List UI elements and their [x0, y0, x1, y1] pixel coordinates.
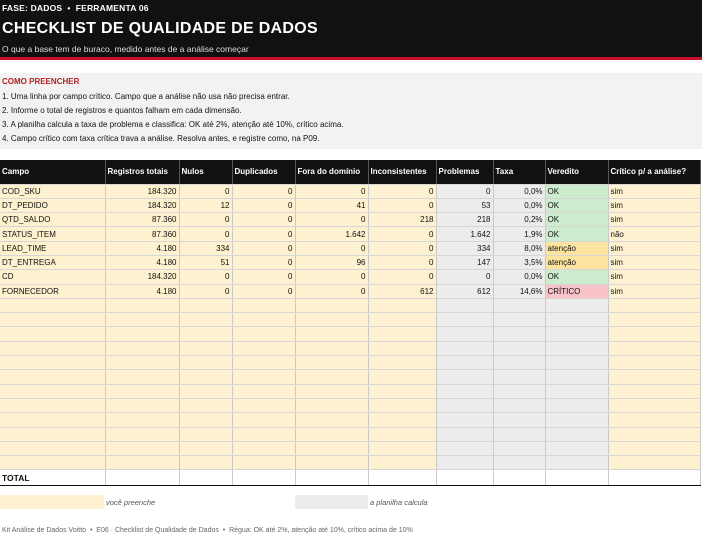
cell-critico[interactable]	[608, 398, 700, 412]
cell-fora[interactable]	[295, 341, 368, 355]
cell-total[interactable]	[105, 441, 179, 455]
cell-incons[interactable]: 0	[368, 198, 436, 212]
cell-dup[interactable]: 0	[232, 227, 295, 241]
cell-nulos[interactable]	[179, 384, 232, 398]
cell-fora[interactable]	[295, 384, 368, 398]
cell-nulos[interactable]: 12	[179, 198, 232, 212]
cell-dup[interactable]	[232, 341, 295, 355]
page-header	[0, 0, 702, 57]
cell-veredito[interactable]	[545, 298, 608, 312]
cell-veredito[interactable]	[545, 370, 608, 384]
cell-veredito[interactable]	[545, 441, 608, 455]
total-cell	[436, 470, 493, 486]
instruction-line: 3. A planilha calcula a taxa de problema e classifica: OK até 2%, atenção até 10%, crítico acima.	[2, 120, 344, 129]
cell-problemas	[436, 441, 493, 455]
cell-fora[interactable]: 41	[295, 198, 368, 212]
cell-incons[interactable]	[368, 456, 436, 470]
cell-problemas	[436, 413, 493, 427]
cell-nulos[interactable]	[179, 413, 232, 427]
cell-nulos[interactable]: 0	[179, 284, 232, 298]
total-cell	[608, 470, 700, 486]
column-header[interactable]: Fora do domínio	[295, 160, 368, 184]
cell-fora[interactable]: 0	[295, 184, 368, 198]
cell-campo[interactable]: DT_PEDIDO	[0, 198, 105, 212]
instruction-line: 4. Campo crítico com taxa crítica trava a análise. Resolva antes, e registre como, na P09.	[2, 134, 320, 143]
column-header[interactable]: Campo	[0, 160, 105, 184]
cell-problemas: 218	[436, 213, 493, 227]
cell-incons[interactable]	[368, 384, 436, 398]
cell-veredito[interactable]: OK	[545, 198, 608, 212]
cell-veredito[interactable]	[545, 313, 608, 327]
cell-fora[interactable]	[295, 370, 368, 384]
instruction-line: 1. Uma linha por campo crítico. Campo que a análise não usa não precisa entrar.	[2, 92, 290, 101]
cell-problemas: 0	[436, 184, 493, 198]
cell-problemas: 147	[436, 255, 493, 269]
table-row	[0, 255, 700, 269]
cell-dup[interactable]: 0	[232, 198, 295, 212]
cell-dup[interactable]	[232, 327, 295, 341]
cell-critico[interactable]: sim	[608, 270, 700, 284]
total-label: TOTAL	[0, 470, 105, 486]
total-cell	[368, 470, 436, 486]
cell-critico[interactable]: sim	[608, 241, 700, 255]
column-header[interactable]: Duplicados	[232, 160, 295, 184]
cell-total[interactable]: 4.180	[105, 284, 179, 298]
cell-incons[interactable]	[368, 356, 436, 370]
cell-incons[interactable]	[368, 298, 436, 312]
cell-campo[interactable]	[0, 341, 105, 355]
cell-dup[interactable]	[232, 456, 295, 470]
table-row	[0, 270, 700, 284]
cell-nulos[interactable]	[179, 313, 232, 327]
cell-campo[interactable]	[0, 441, 105, 455]
cell-critico[interactable]: sim	[608, 284, 700, 298]
cell-campo[interactable]: FORNECEDOR	[0, 284, 105, 298]
cell-campo[interactable]	[0, 427, 105, 441]
cell-dup[interactable]	[232, 427, 295, 441]
column-header[interactable]: Problemas	[436, 160, 493, 184]
cell-incons[interactable]: 0	[368, 227, 436, 241]
cell-veredito[interactable]: OK	[545, 270, 608, 284]
cell-total[interactable]: 87.360	[105, 213, 179, 227]
cell-dup[interactable]	[232, 441, 295, 455]
cell-veredito[interactable]	[545, 356, 608, 370]
cell-problemas: 53	[436, 198, 493, 212]
cell-problemas	[436, 398, 493, 412]
cell-incons[interactable]	[368, 441, 436, 455]
legend-calc-label: a planilha calcula	[370, 498, 428, 507]
cell-nulos[interactable]: 0	[179, 270, 232, 284]
cell-total[interactable]: 87.360	[105, 227, 179, 241]
cell-total[interactable]: 4.180	[105, 241, 179, 255]
cell-incons[interactable]	[368, 327, 436, 341]
cell-fora[interactable]	[295, 413, 368, 427]
cell-veredito[interactable]	[545, 427, 608, 441]
cell-total[interactable]	[105, 370, 179, 384]
cell-problemas	[436, 384, 493, 398]
instruction-line: 2. Informe o total de registros e quantos falham em cada dimensão.	[2, 106, 242, 115]
cell-critico[interactable]	[608, 413, 700, 427]
cell-taxa: 8,0%	[493, 241, 545, 255]
cell-fora[interactable]	[295, 456, 368, 470]
cell-incons[interactable]: 612	[368, 284, 436, 298]
cell-taxa	[493, 313, 545, 327]
cell-problemas: 0	[436, 270, 493, 284]
total-cell	[232, 470, 295, 486]
cell-dup[interactable]: 0	[232, 184, 295, 198]
cell-nulos[interactable]: 51	[179, 255, 232, 269]
cell-dup[interactable]	[232, 384, 295, 398]
cell-campo[interactable]	[0, 384, 105, 398]
cell-campo[interactable]: DT_ENTREGA	[0, 255, 105, 269]
total-cell	[105, 470, 179, 486]
column-header[interactable]: Crítico p/ a análise?	[608, 160, 700, 184]
total-cell	[179, 470, 232, 486]
cell-problemas	[436, 327, 493, 341]
table-row	[0, 241, 700, 255]
cell-nulos[interactable]: 0	[179, 184, 232, 198]
cell-taxa	[493, 327, 545, 341]
cell-fora[interactable]: 0	[295, 213, 368, 227]
cell-taxa: 3,5%	[493, 255, 545, 269]
cell-veredito[interactable]: OK	[545, 213, 608, 227]
cell-critico[interactable]	[608, 327, 700, 341]
cell-veredito[interactable]: OK	[545, 227, 608, 241]
cell-taxa	[493, 341, 545, 355]
cell-taxa	[493, 456, 545, 470]
cell-taxa	[493, 398, 545, 412]
cell-dup[interactable]: 0	[232, 284, 295, 298]
cell-fora[interactable]: 96	[295, 255, 368, 269]
cell-critico[interactable]	[608, 298, 700, 312]
cell-critico[interactable]: sim	[608, 213, 700, 227]
cell-critico[interactable]: não	[608, 227, 700, 241]
cell-fora[interactable]	[295, 427, 368, 441]
column-header[interactable]: Nulos	[179, 160, 232, 184]
table-row	[0, 313, 700, 327]
cell-critico[interactable]	[608, 370, 700, 384]
cell-total[interactable]: 4.180	[105, 255, 179, 269]
cell-problemas	[436, 313, 493, 327]
cell-critico[interactable]: sim	[608, 184, 700, 198]
cell-incons[interactable]	[368, 370, 436, 384]
legend-fill-label: você preenche	[106, 498, 156, 507]
legend-fill-swatch	[0, 495, 104, 509]
table-row	[0, 284, 700, 298]
cell-dup[interactable]: 0	[232, 255, 295, 269]
cell-fora[interactable]: 0	[295, 270, 368, 284]
table-row	[0, 413, 700, 427]
cell-problemas: 612	[436, 284, 493, 298]
cell-veredito[interactable]	[545, 327, 608, 341]
cell-dup[interactable]: 0	[232, 241, 295, 255]
cell-critico[interactable]	[608, 356, 700, 370]
cell-dup[interactable]: 0	[232, 270, 295, 284]
cell-veredito[interactable]	[545, 384, 608, 398]
cell-problemas	[436, 370, 493, 384]
cell-incons[interactable]	[368, 313, 436, 327]
cell-campo[interactable]	[0, 298, 105, 312]
cell-dup[interactable]	[232, 398, 295, 412]
cell-nulos[interactable]	[179, 327, 232, 341]
cell-fora[interactable]	[295, 356, 368, 370]
cell-nulos[interactable]	[179, 398, 232, 412]
table-row	[0, 441, 700, 455]
cell-problemas	[436, 427, 493, 441]
table-row	[0, 298, 700, 312]
cell-total[interactable]	[105, 327, 179, 341]
cell-total[interactable]	[105, 298, 179, 312]
cell-nulos[interactable]	[179, 298, 232, 312]
cell-campo[interactable]	[0, 456, 105, 470]
cell-incons[interactable]: 0	[368, 184, 436, 198]
total-cell	[493, 470, 545, 486]
legend-calc-swatch	[295, 495, 368, 509]
cell-campo[interactable]	[0, 370, 105, 384]
cell-total[interactable]	[105, 427, 179, 441]
cell-nulos[interactable]: 334	[179, 241, 232, 255]
cell-critico[interactable]	[608, 441, 700, 455]
cell-fora[interactable]: 0	[295, 241, 368, 255]
table-header-row	[0, 160, 700, 184]
cell-critico[interactable]: sim	[608, 255, 700, 269]
cell-fora[interactable]	[295, 441, 368, 455]
cell-incons[interactable]: 218	[368, 213, 436, 227]
cell-campo[interactable]: LEAD_TIME	[0, 241, 105, 255]
cell-nulos[interactable]	[179, 456, 232, 470]
cell-incons[interactable]: 0	[368, 241, 436, 255]
cell-nulos[interactable]: 0	[179, 227, 232, 241]
cell-fora[interactable]	[295, 298, 368, 312]
table-row	[0, 198, 700, 212]
cell-dup[interactable]: 0	[232, 213, 295, 227]
cell-total[interactable]	[105, 398, 179, 412]
cell-critico[interactable]: sim	[608, 198, 700, 212]
cell-critico[interactable]	[608, 384, 700, 398]
cell-incons[interactable]	[368, 427, 436, 441]
cell-fora[interactable]	[295, 398, 368, 412]
total-cell	[295, 470, 368, 486]
cell-taxa	[493, 370, 545, 384]
cell-critico[interactable]	[608, 456, 700, 470]
cell-total[interactable]	[105, 456, 179, 470]
cell-veredito[interactable]	[545, 413, 608, 427]
cell-campo[interactable]	[0, 413, 105, 427]
cell-taxa: 0,0%	[493, 198, 545, 212]
cell-taxa: 0,0%	[493, 270, 545, 284]
cell-campo[interactable]: COD_SKU	[0, 184, 105, 198]
cell-campo[interactable]	[0, 327, 105, 341]
cell-incons[interactable]	[368, 413, 436, 427]
cell-problemas	[436, 341, 493, 355]
cell-nulos[interactable]	[179, 370, 232, 384]
cell-campo[interactable]: QTD_SALDO	[0, 213, 105, 227]
page-footer: Kit Análise de Dados Voitto • E06 · Checklist de Qualidade de Dados • Régua: OK até 2%, atenção até 10%, crítico acima de 10%	[2, 527, 413, 534]
cell-taxa	[493, 384, 545, 398]
cell-problemas	[436, 456, 493, 470]
cell-taxa: 14,6%	[493, 284, 545, 298]
cell-taxa: 0,0%	[493, 184, 545, 198]
table-row	[0, 213, 700, 227]
table-row	[0, 356, 700, 370]
cell-veredito[interactable]	[545, 456, 608, 470]
cell-total[interactable]	[105, 341, 179, 355]
cell-taxa	[493, 413, 545, 427]
cell-campo[interactable]: CD	[0, 270, 105, 284]
column-header[interactable]: Taxa	[493, 160, 545, 184]
cell-campo[interactable]: STATUS_ITEM	[0, 227, 105, 241]
page-title: CHECKLIST DE QUALIDADE DE DADOS	[2, 20, 318, 37]
cell-incons[interactable]	[368, 398, 436, 412]
cell-total[interactable]	[105, 384, 179, 398]
cell-nulos[interactable]	[179, 356, 232, 370]
cell-fora[interactable]: 1.642	[295, 227, 368, 241]
cell-taxa	[493, 298, 545, 312]
cell-total[interactable]: 184.320	[105, 198, 179, 212]
cell-total[interactable]	[105, 313, 179, 327]
cell-veredito[interactable]	[545, 341, 608, 355]
phase-label: FASE: DADOS • FERRAMENTA 06	[2, 3, 149, 13]
cell-nulos[interactable]: 0	[179, 213, 232, 227]
table-row	[0, 456, 700, 470]
cell-dup[interactable]	[232, 356, 295, 370]
column-header[interactable]: Veredito	[545, 160, 608, 184]
cell-dup[interactable]	[232, 298, 295, 312]
cell-problemas: 1.642	[436, 227, 493, 241]
cell-campo[interactable]	[0, 398, 105, 412]
cell-nulos[interactable]	[179, 441, 232, 455]
cell-critico[interactable]	[608, 427, 700, 441]
cell-incons[interactable]: 0	[368, 270, 436, 284]
table-row	[0, 341, 700, 355]
cell-incons[interactable]	[368, 341, 436, 355]
accent-divider	[0, 57, 702, 60]
table-row	[0, 398, 700, 412]
cell-taxa	[493, 441, 545, 455]
table-row	[0, 427, 700, 441]
cell-fora[interactable]	[295, 327, 368, 341]
cell-campo[interactable]	[0, 313, 105, 327]
cell-fora[interactable]	[295, 313, 368, 327]
page-subtitle: O que a base tem de buraco, medido antes de a análise começar	[2, 44, 249, 54]
table-row	[0, 227, 700, 241]
cell-problemas	[436, 298, 493, 312]
cell-taxa: 1,9%	[493, 227, 545, 241]
cell-nulos[interactable]	[179, 341, 232, 355]
table-row	[0, 327, 700, 341]
table-row	[0, 184, 700, 198]
cell-dup[interactable]	[232, 370, 295, 384]
cell-nulos[interactable]	[179, 427, 232, 441]
column-header[interactable]: Registros totais	[105, 160, 179, 184]
cell-veredito[interactable]: atenção	[545, 255, 608, 269]
cell-dup[interactable]	[232, 313, 295, 327]
cell-fora[interactable]: 0	[295, 284, 368, 298]
cell-total[interactable]: 184.320	[105, 184, 179, 198]
instructions-panel	[0, 73, 702, 149]
cell-taxa	[493, 427, 545, 441]
cell-veredito[interactable]: CRÍTICO	[545, 284, 608, 298]
cell-critico[interactable]	[608, 313, 700, 327]
total-cell	[545, 470, 608, 486]
table-row	[0, 384, 700, 398]
cell-total[interactable]	[105, 356, 179, 370]
table-row	[0, 370, 700, 384]
cell-total[interactable]	[105, 413, 179, 427]
instructions-title: COMO PREENCHER	[2, 77, 80, 86]
cell-veredito[interactable]: OK	[545, 184, 608, 198]
total-row	[0, 470, 700, 486]
cell-incons[interactable]: 0	[368, 255, 436, 269]
cell-veredito[interactable]	[545, 398, 608, 412]
quality-checklist-table	[0, 160, 701, 486]
cell-taxa: 0,2%	[493, 213, 545, 227]
cell-taxa	[493, 356, 545, 370]
column-header[interactable]: Inconsistentes	[368, 160, 436, 184]
cell-problemas	[436, 356, 493, 370]
cell-critico[interactable]	[608, 341, 700, 355]
cell-campo[interactable]	[0, 356, 105, 370]
cell-veredito[interactable]: atenção	[545, 241, 608, 255]
cell-total[interactable]: 184.320	[105, 270, 179, 284]
cell-problemas: 334	[436, 241, 493, 255]
cell-dup[interactable]	[232, 413, 295, 427]
